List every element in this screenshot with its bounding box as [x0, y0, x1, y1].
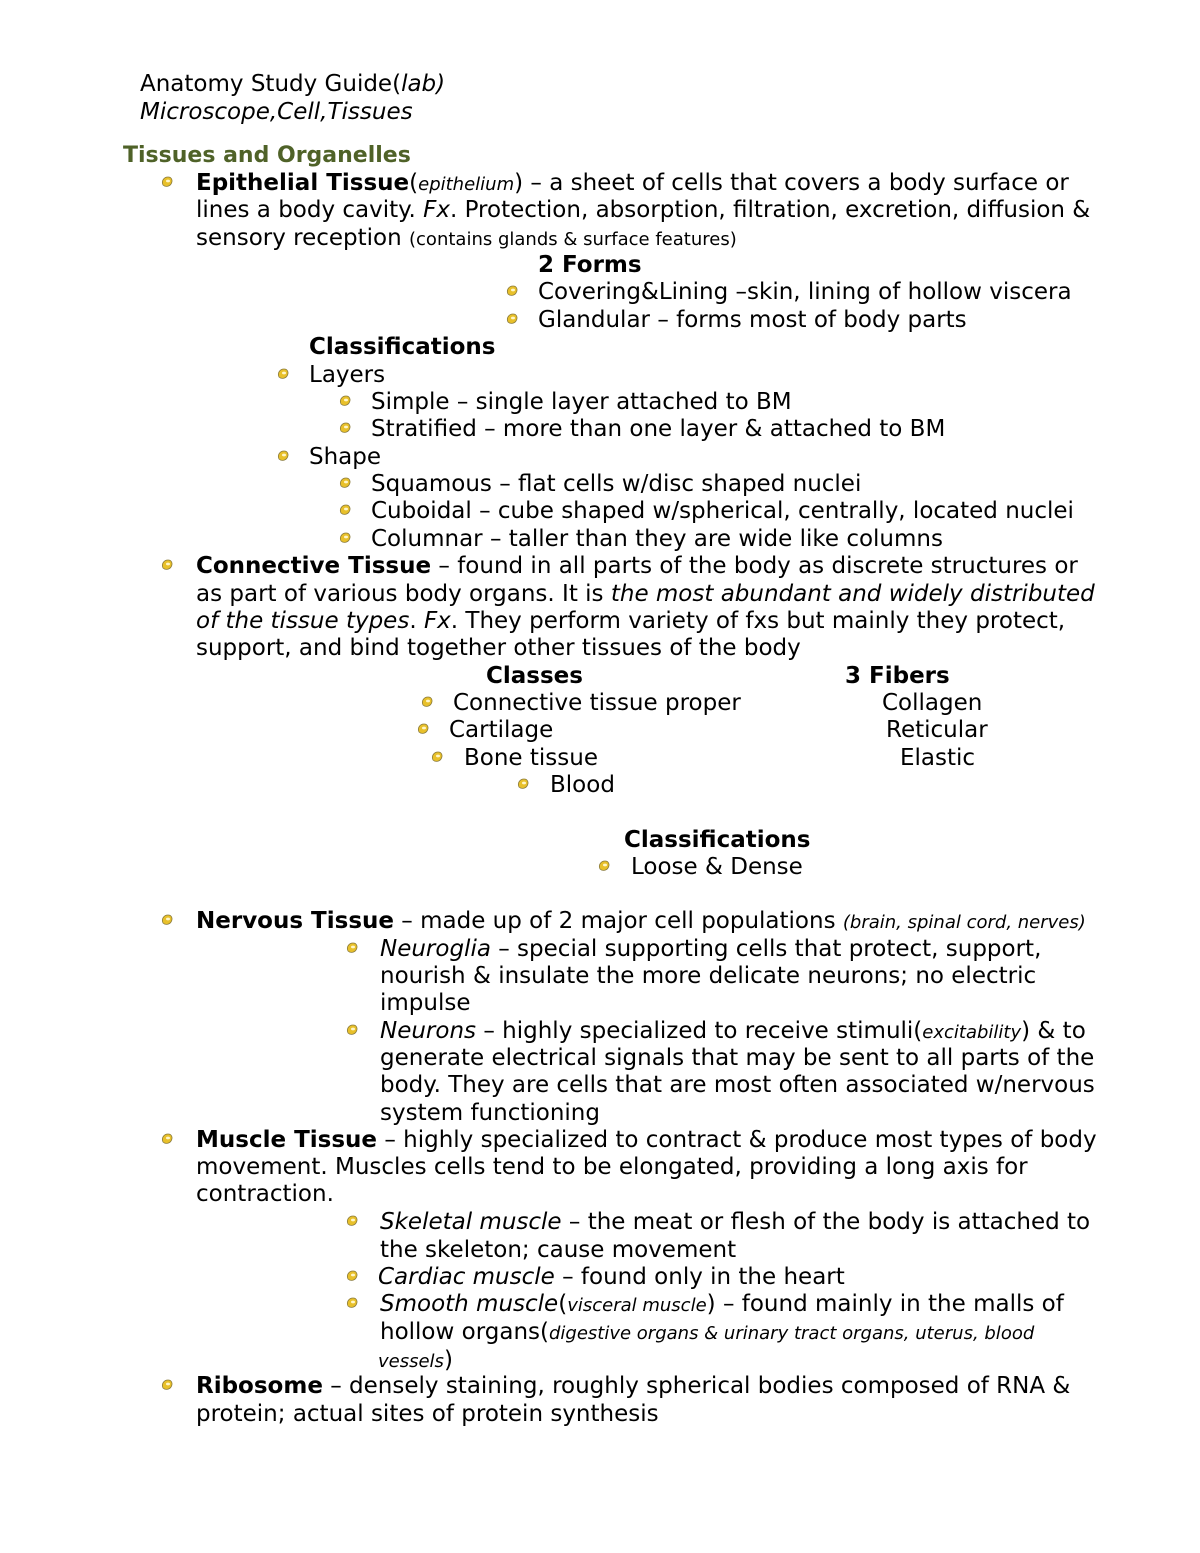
muscle-line-2: movement. Muscles cells tend to be elongated, providing a long axis for — [196, 1154, 1028, 1180]
epithelial-line-1: Epithelial Tissue(epithelium) – a sheet of cells that covers a body surface or — [196, 170, 1069, 196]
gold-bullet-icon — [338, 394, 352, 408]
gold-bullet-icon — [345, 1269, 359, 1283]
fibers-heading: 3 Fibers — [845, 663, 950, 689]
gold-bullet-icon — [345, 1023, 359, 1037]
connective-line-1: Connective Tissue – found in all parts of the body as discrete structures or — [196, 553, 1078, 579]
neurons-line-1: Neurons – highly specialized to receive stimuli(excitability) & to — [380, 1018, 1086, 1044]
skeletal-line-1: Skeletal muscle – the meat or flesh of the body is attached to — [380, 1209, 1091, 1235]
layers-label: Layers — [309, 362, 386, 388]
fiber-item: Elastic — [900, 745, 976, 771]
connective-line-4: support, and bind together other tissues of the body — [196, 635, 801, 661]
epithelial-line-2: lines a body cavity. Fx. Protection, absorption, filtration, excretion, diffusion & — [196, 197, 1091, 223]
shape-item: Squamous – flat cells w/disc shaped nuclei — [371, 471, 862, 497]
classifications-heading: Classifications — [624, 827, 811, 853]
connective-line-2: as part of various body organs. It is the most abundant and widely distributed — [196, 581, 1095, 607]
gold-bullet-icon — [338, 503, 352, 517]
gold-bullet-icon — [160, 1378, 174, 1392]
gold-bullet-icon — [505, 284, 519, 298]
shape-item: Cuboidal – cube shaped w/spherical, centrally, located nuclei — [371, 498, 1074, 524]
classification-item: Loose & Dense — [631, 854, 803, 880]
smooth-line-2: hollow organs(digestive organs & urinary tract organs, uterus, blood — [380, 1319, 1035, 1345]
classes-heading: Classes — [486, 663, 583, 689]
gold-bullet-icon — [276, 449, 290, 463]
gold-bullet-icon — [338, 531, 352, 545]
gold-bullet-icon — [276, 367, 290, 381]
muscle-line-1: Muscle Tissue – highly specialized to contract & produce most types of body — [196, 1127, 1097, 1153]
classifications-heading: Classifications — [309, 334, 496, 360]
gold-bullet-icon — [416, 722, 430, 736]
smooth-line-1: Smooth muscle(visceral muscle) – found mainly in the malls of — [380, 1291, 1064, 1317]
class-item: Connective tissue proper — [453, 690, 741, 716]
gold-bullet-icon — [160, 558, 174, 572]
skeletal-line-2: the skeleton; cause movement — [380, 1237, 737, 1263]
forms-heading: 2 Forms — [538, 252, 642, 278]
class-item: Blood — [550, 772, 615, 798]
muscle-line-3: contraction. — [196, 1181, 334, 1207]
ribosome-line-1: Ribosome – densely staining, roughly spherical bodies composed of RNA & — [196, 1373, 1071, 1399]
gold-bullet-icon — [160, 1132, 174, 1146]
smooth-line-3: vessels) — [378, 1347, 453, 1373]
gold-bullet-icon — [516, 777, 530, 791]
cardiac-line-1: Cardiac muscle – found only in the heart — [378, 1264, 845, 1290]
ribosome-line-2: protein; actual sites of protein synthesis — [196, 1401, 659, 1427]
gold-bullet-icon — [345, 941, 359, 955]
gold-bullet-icon — [160, 913, 174, 927]
fiber-item: Reticular — [886, 717, 988, 743]
neuroglia-line-1: Neuroglia – special supporting cells that protect, support, — [380, 936, 1042, 962]
document-title: Anatomy Study Guide(lab) — [140, 71, 446, 97]
gold-bullet-icon — [345, 1214, 359, 1228]
shape-item: Columnar – taller than they are wide like columns — [371, 526, 943, 552]
form-item: Glandular – forms most of body parts — [538, 307, 967, 333]
fiber-item: Collagen — [882, 690, 983, 716]
neurons-line-4: system functioning — [380, 1100, 600, 1126]
gold-bullet-icon — [160, 175, 174, 189]
gold-bullet-icon — [338, 476, 352, 490]
neuroglia-line-2: nourish & insulate the more delicate neurons; no electric — [380, 963, 1037, 989]
gold-bullet-icon — [597, 859, 611, 873]
gold-bullet-icon — [338, 421, 352, 435]
neuroglia-line-3: impulse — [380, 990, 471, 1016]
form-item: Covering&Lining –skin, lining of hollow viscera — [538, 279, 1072, 305]
layer-item: Stratified – more than one layer & attached to BM — [371, 416, 946, 442]
gold-bullet-icon — [420, 695, 434, 709]
neurons-line-3: body. They are cells that are most often associated w/nervous — [380, 1072, 1095, 1098]
gold-bullet-icon — [505, 312, 519, 326]
section-heading: Tissues and Organelles — [123, 143, 411, 168]
document-subtitle: Microscope,Cell,Tissues — [140, 99, 413, 125]
gold-bullet-icon — [345, 1296, 359, 1310]
connective-line-3: of the tissue types. Fx. They perform variety of fxs but mainly they protect, — [196, 608, 1066, 634]
nervous-line-1: Nervous Tissue – made up of 2 major cell populations (brain, spinal cord, nerves) — [196, 908, 1086, 934]
class-item: Bone tissue — [464, 745, 598, 771]
epithelial-line-3: sensory reception (contains glands & surface features) — [196, 225, 737, 251]
neurons-line-2: generate electrical signals that may be sent to all parts of the — [380, 1045, 1095, 1071]
gold-bullet-icon — [430, 750, 444, 764]
class-item: Cartilage — [449, 717, 554, 743]
layer-item: Simple – single layer attached to BM — [371, 389, 792, 415]
shape-label: Shape — [309, 444, 382, 470]
